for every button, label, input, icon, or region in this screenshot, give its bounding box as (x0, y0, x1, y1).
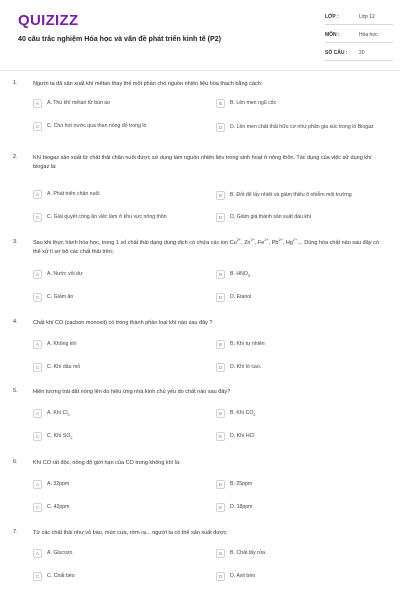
option-text: D. Khí lò cao. (230, 364, 262, 370)
option-text: D. Axit béo (230, 573, 256, 579)
meta-label: SỐ CÂU : (325, 50, 348, 56)
option-letter: D (216, 432, 225, 441)
option-text: C. Khí $SO_2$ (47, 433, 73, 441)
worksheet-header (0, 0, 400, 68)
option-letter: A (33, 409, 42, 418)
option-d[interactable] (216, 570, 384, 583)
option-a[interactable] (33, 97, 201, 110)
option-a[interactable] (33, 338, 201, 351)
question-text: Từ các chất thải như vỏ bào, mùn cưa, rơm rạ... người ta có thể sản xuất được: (33, 530, 228, 536)
option-a[interactable] (33, 407, 201, 420)
meta-value: 20 (359, 50, 365, 56)
option-text: C. Giấm ăn (47, 294, 74, 300)
option-letter: D (216, 572, 225, 581)
option-d[interactable] (216, 430, 384, 443)
option-text: C. Giải quyết công ăn việc làm ở khu vực nông thôn (47, 214, 167, 220)
option-text: D. Giảm giá thành sản xuất dầu khí (230, 214, 312, 220)
worksheet-title: 40 câu trắc nghiệm Hóa học và vấn đề phát triển kinh tế (P2) (18, 35, 222, 43)
question-number: 7. (13, 529, 18, 535)
option-text: C. Khí dầu mỏ (47, 364, 81, 370)
meta-value: Hóa học (359, 32, 378, 38)
option-letter: C (33, 293, 42, 302)
option-d[interactable] (216, 291, 384, 304)
option-text: A. Không khí (47, 341, 77, 347)
option-text: A. 32ppm (47, 481, 70, 487)
question-number: 5. (13, 388, 18, 394)
option-b[interactable] (216, 338, 384, 351)
option-d[interactable] (216, 117, 384, 137)
option-b[interactable] (216, 97, 384, 110)
option-a[interactable] (33, 478, 201, 491)
question-text: Người ta đã sản xuất khí mêtan thay thế một phần cho nguồn nhiên liệu hóa thạch bằng cách: (33, 81, 263, 87)
option-letter: C (33, 363, 42, 372)
option-text: C. 42ppm (47, 504, 70, 510)
question-text: Sau khi thực hành hóa học, trong 1 số chất thải dạng dung dịch có chứa các ion $Cu^{2+}$, $Zn^{2+}$, $Fe^{2+}$, $Pb^{2+}$, $Hg^{2+}\dots$ Dùng hóa chất nào sau đây có thể xử lí sơ bộ các chất thải trên: (33, 238, 379, 255)
meta-value: Lớp 12 (359, 14, 375, 20)
option-text: B. Khí $CO_2$ (230, 410, 256, 418)
option-c[interactable] (33, 570, 201, 583)
option-c[interactable] (33, 361, 201, 374)
option-letter: D (216, 123, 225, 132)
option-letter: B (216, 409, 225, 418)
option-letter: A (33, 99, 42, 108)
option-text: B. Khí tự nhiên (230, 341, 265, 347)
question-text: Khí CO rất độc, nồng độ giới hạn của CO trong không khí là: (33, 460, 181, 466)
option-text: A. Khí $Cl_2$ (47, 410, 70, 418)
option-letter: C (33, 503, 42, 512)
option-letter: A (33, 270, 42, 279)
meta-row-count (325, 46, 393, 61)
option-letter: B (216, 99, 225, 108)
option-letter: C (33, 432, 42, 441)
option-letter: B (216, 191, 225, 200)
option-a[interactable] (33, 268, 201, 281)
option-letter: B (216, 549, 225, 558)
question-number: 2. (13, 154, 18, 160)
option-letter: A (33, 340, 42, 349)
option-b[interactable] (216, 268, 384, 281)
question-text: Khí biogaz sản xuất từ chất thải chăn nuôi được sử dụng làm nguồn nhiên liệu trong sinh hoạt ở nông thôn. Tác dụng của việc sử dụng khí biogaz là: (33, 155, 372, 170)
option-d[interactable] (216, 361, 384, 374)
option-letter: C (33, 122, 42, 131)
option-letter: D (216, 213, 225, 222)
option-text: A. Thu khí mêtan từ bùn ao (47, 100, 111, 106)
option-letter: B (216, 340, 225, 349)
option-b[interactable] (216, 547, 384, 560)
option-text: D. Lên men chất thải hữu cơ như phân gia súc trong lò Biogaz (230, 123, 374, 130)
option-c[interactable] (33, 120, 201, 133)
meta-row-class (325, 10, 393, 25)
option-letter: C (33, 213, 42, 222)
option-text: B. Chất tẩy rửa (230, 550, 266, 556)
question-number: 4. (13, 319, 18, 325)
question-number: 6. (13, 459, 18, 465)
option-a[interactable] (33, 188, 201, 201)
option-text: B. 25ppm (230, 481, 253, 487)
option-text: C. Chất béo (47, 573, 75, 579)
header-divider (0, 70, 400, 71)
option-c[interactable] (33, 430, 201, 443)
option-letter: C (33, 572, 42, 581)
option-letter: B (216, 270, 225, 279)
option-b[interactable] (216, 407, 384, 420)
option-text: A. Glucozo (47, 550, 73, 556)
option-text: B. Lên men ngũ cốc (230, 100, 277, 106)
meta-row-subject (325, 28, 393, 43)
question-number: 3. (13, 239, 18, 245)
option-text: B. Đốt để lấy nhiệt và giảm thiểu ô nhiễm môi trường (230, 191, 352, 198)
option-letter: B (216, 480, 225, 489)
meta-box (325, 10, 393, 64)
question-number: 1. (13, 80, 18, 86)
option-text: C. Cho hơi nước qua than nóng đỏ trong lò (47, 123, 147, 129)
option-letter: A (33, 190, 42, 199)
option-text: A. Phát triển chăn nuôi (47, 191, 100, 197)
option-c[interactable] (33, 291, 201, 304)
option-letter: A (33, 480, 42, 489)
option-text: D. 18ppm (230, 504, 253, 510)
question-text: Chất khí CO (cacbon monoxit) có trong thành phần loại khí nào sau đây ? (33, 320, 213, 326)
option-letter: D (216, 363, 225, 372)
meta-label: MÔN : (325, 32, 340, 38)
option-letter: D (216, 503, 225, 512)
option-c[interactable] (33, 501, 201, 514)
option-d[interactable] (216, 211, 384, 224)
option-letter: D (216, 293, 225, 302)
option-text: B. $HNO_3$ (230, 271, 250, 279)
quizizz-logo: QUIZIZZ (18, 12, 79, 29)
option-b[interactable] (216, 478, 384, 491)
option-b[interactable] (216, 185, 384, 205)
option-a[interactable] (33, 547, 201, 560)
meta-label: LỚP : (325, 14, 339, 20)
option-c[interactable] (33, 211, 201, 224)
option-d[interactable] (216, 501, 384, 514)
option-text: D. Etanol (230, 294, 252, 300)
option-letter: A (33, 549, 42, 558)
option-text: D. Khí HCl (230, 433, 255, 439)
question-text: Hiện tượng trái đất nóng lên do hiệu ứng nhà kính chủ yếu do chất nào sau đây? (33, 389, 231, 395)
option-text: A. Nước vôi dư (47, 271, 83, 277)
